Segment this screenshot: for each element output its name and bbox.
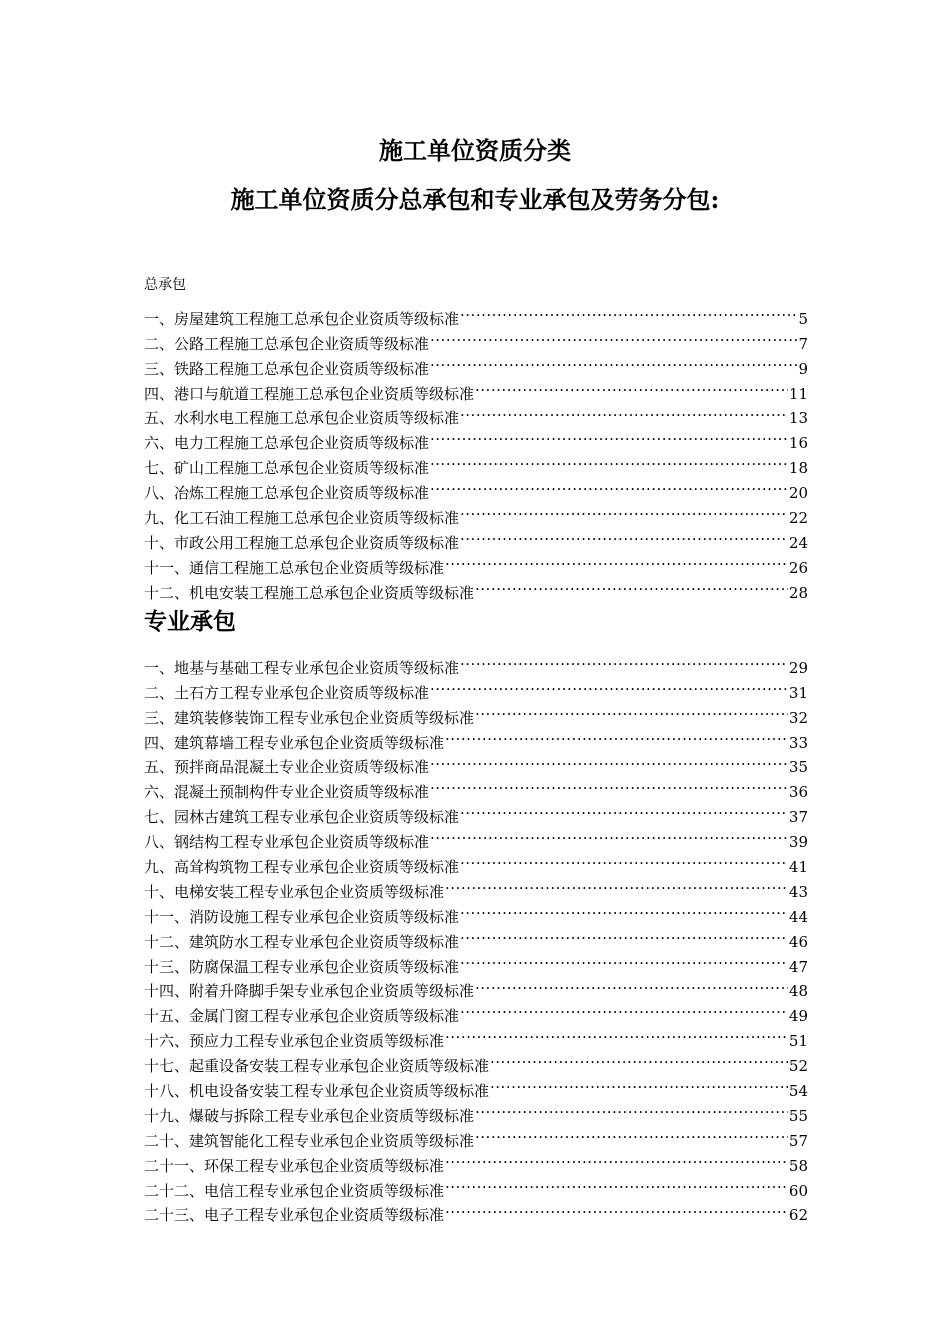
- toc-dot-leader: [430, 822, 788, 847]
- toc-entry-title[interactable]: 八、钢结构工程专业承包企业资质等级标准: [144, 833, 430, 852]
- toc-dot-leader: [460, 996, 788, 1021]
- toc-entry-title[interactable]: 十五、金属门窗工程专业承包企业资质等级标准: [144, 1007, 460, 1026]
- toc-entry-page-number[interactable]: 37: [788, 808, 808, 827]
- toc-dot-leader: [430, 448, 788, 473]
- toc-dot-leader: [445, 548, 788, 573]
- toc-dot-leader: [460, 947, 788, 972]
- toc-dot-leader: [445, 1196, 788, 1221]
- toc-dot-leader: [445, 1146, 788, 1171]
- toc-entry-page-number[interactable]: 41: [788, 858, 808, 877]
- toc-dot-leader: [475, 374, 788, 399]
- toc-entry-page-number[interactable]: 11: [788, 384, 808, 403]
- toc-dot-leader: [430, 748, 788, 773]
- toc-entry-title[interactable]: 十八、机电设备安装工程专业承包企业资质等级标准: [144, 1082, 490, 1101]
- toc-entry-title[interactable]: 一、房屋建筑工程施工总承包企业资质等级标准: [144, 309, 460, 328]
- toc-entry-title[interactable]: 十四、附着升降脚手架专业承包企业资质等级标准: [144, 982, 475, 1001]
- toc-dot-leader: [475, 1096, 788, 1121]
- specialty-contracting-toc: [144, 648, 808, 1225]
- toc-entry[interactable]: [144, 648, 808, 677]
- toc-dot-leader: [460, 922, 788, 947]
- toc-entry-title[interactable]: 五、预拌商品混凝土专业企业资质等级标准: [144, 758, 430, 777]
- toc-entry-title[interactable]: 十、电梯安装工程专业承包企业资质等级标准: [144, 882, 445, 901]
- toc-entry-title[interactable]: 二十二、电信工程专业承包企业资质等级标准: [144, 1181, 445, 1200]
- toc-entry-page-number[interactable]: 58: [788, 1156, 808, 1175]
- toc-entry-title[interactable]: 十六、预应力工程专业承包企业资质等级标准: [144, 1032, 445, 1051]
- toc-entry-page-number[interactable]: 7: [798, 334, 808, 353]
- toc-dot-leader: [430, 772, 788, 797]
- toc-entry-page-number[interactable]: 5: [798, 309, 808, 328]
- toc-dot-leader: [460, 897, 788, 922]
- toc-dot-leader: [475, 698, 788, 723]
- toc-dot-leader: [460, 847, 788, 872]
- general-contracting-toc: [144, 299, 808, 602]
- toc-entry-page-number[interactable]: 28: [788, 583, 808, 602]
- toc-entry-page-number[interactable]: 13: [788, 409, 808, 428]
- toc-entry-page-number[interactable]: 39: [788, 833, 808, 852]
- toc-entry-page-number[interactable]: 46: [788, 932, 808, 951]
- toc-entry-page-number[interactable]: 44: [788, 907, 808, 926]
- toc-dot-leader: [430, 423, 788, 448]
- toc-entry-page-number[interactable]: 55: [788, 1106, 808, 1125]
- toc-dot-leader: [430, 673, 788, 698]
- toc-entry-title[interactable]: 二、土石方工程专业承包企业资质等级标准: [144, 683, 430, 702]
- toc-dot-leader: [460, 797, 788, 822]
- toc-dot-leader: [490, 1071, 788, 1096]
- toc-entry-page-number[interactable]: 57: [788, 1131, 808, 1150]
- toc-dot-leader: [460, 523, 788, 548]
- toc-entry-page-number[interactable]: 33: [788, 733, 808, 752]
- toc-entry-page-number[interactable]: 24: [788, 533, 808, 552]
- toc-entry-page-number[interactable]: 51: [788, 1032, 808, 1051]
- toc-entry-page-number[interactable]: 62: [788, 1206, 808, 1225]
- toc-entry-page-number[interactable]: 18: [788, 459, 808, 478]
- toc-entry-title[interactable]: 十三、防腐保温工程专业承包企业资质等级标准: [144, 957, 460, 976]
- toc-entry-page-number[interactable]: 20: [788, 484, 808, 503]
- toc-entry-title[interactable]: 二、公路工程施工总承包企业资质等级标准: [144, 334, 430, 353]
- toc-entry-title[interactable]: 一、地基与基础工程专业承包企业资质等级标准: [144, 658, 460, 677]
- toc-entry-title[interactable]: 二十、建筑智能化工程专业承包企业资质等级标准: [144, 1131, 475, 1150]
- toc-entry-page-number[interactable]: 26: [788, 558, 808, 577]
- toc-entry-title[interactable]: 六、混凝土预制构件专业企业资质等级标准: [144, 783, 430, 802]
- toc-dot-leader: [430, 349, 797, 374]
- toc-entry-page-number[interactable]: 29: [788, 658, 808, 677]
- toc-entry-title[interactable]: 十二、建筑防水工程专业承包企业资质等级标准: [144, 932, 460, 951]
- toc-dot-leader: [445, 723, 788, 748]
- toc-entry-page-number[interactable]: 48: [788, 982, 808, 1001]
- toc-entry-page-number[interactable]: 16: [788, 434, 808, 453]
- toc-entry-title[interactable]: 十七、起重设备安装工程专业承包企业资质等级标准: [144, 1057, 490, 1076]
- toc-entry-title[interactable]: 十九、爆破与拆除工程专业承包企业资质等级标准: [144, 1106, 475, 1125]
- toc-entry-page-number[interactable]: 49: [788, 1007, 808, 1026]
- toc-entry-page-number[interactable]: 32: [788, 708, 808, 727]
- toc-entry-title[interactable]: 三、铁路工程施工总承包企业资质等级标准: [144, 359, 430, 378]
- toc-entry-page-number[interactable]: 35: [788, 758, 808, 777]
- toc-entry-title[interactable]: 七、园林古建筑工程专业承包企业资质等级标准: [144, 808, 460, 827]
- toc-dot-leader: [445, 872, 788, 897]
- toc-dot-leader: [460, 399, 788, 424]
- toc-entry-page-number[interactable]: 9: [798, 359, 808, 378]
- specialty-contracting-heading: 专业承包: [144, 608, 236, 635]
- toc-entry-title[interactable]: 十一、消防设施工程专业承包企业资质等级标准: [144, 907, 460, 926]
- toc-entry-page-number[interactable]: 47: [788, 957, 808, 976]
- toc-entry-title[interactable]: 三、建筑装修装饰工程专业承包企业资质等级标准: [144, 708, 475, 727]
- toc-entry-title[interactable]: 四、建筑幕墙工程专业承包企业资质等级标准: [144, 733, 445, 752]
- toc-entry-page-number[interactable]: 22: [788, 509, 808, 528]
- toc-entry-page-number[interactable]: 31: [788, 683, 808, 702]
- toc-entry[interactable]: [144, 299, 808, 328]
- toc-entry-title[interactable]: 十一、通信工程施工总承包企业资质等级标准: [144, 558, 445, 577]
- toc-entry-page-number[interactable]: 52: [788, 1057, 808, 1076]
- toc-entry-title[interactable]: 九、高耸构筑物工程专业承包企业资质等级标准: [144, 858, 460, 877]
- toc-entry-title[interactable]: 十、市政公用工程施工总承包企业资质等级标准: [144, 533, 460, 552]
- toc-entry-title[interactable]: 二十三、电子工程专业承包企业资质等级标准: [144, 1206, 445, 1225]
- toc-entry-page-number[interactable]: 54: [788, 1082, 808, 1101]
- toc-dot-leader: [460, 648, 788, 673]
- toc-entry-page-number[interactable]: 43: [788, 882, 808, 901]
- toc-entry-title[interactable]: 八、冶炼工程施工总承包企业资质等级标准: [144, 484, 430, 503]
- general-contracting-label: 总承包: [144, 277, 186, 293]
- toc-dot-leader: [445, 1171, 788, 1196]
- toc-entry-title[interactable]: 五、水利水电工程施工总承包企业资质等级标准: [144, 409, 460, 428]
- toc-dot-leader: [445, 1021, 788, 1046]
- document-subtitle: 施工单位资质分总承包和专业承包及劳务分包:: [230, 185, 720, 214]
- toc-entry-title[interactable]: 七、矿山工程施工总承包企业资质等级标准: [144, 459, 430, 478]
- toc-entry-page-number[interactable]: 60: [788, 1181, 808, 1200]
- toc-entry-title[interactable]: 九、化工石油工程施工总承包企业资质等级标准: [144, 509, 460, 528]
- document-title: 施工单位资质分类: [379, 136, 571, 165]
- toc-dot-leader: [430, 473, 788, 498]
- toc-dot-leader: [460, 498, 788, 523]
- toc-dot-leader: [475, 972, 788, 997]
- toc-dot-leader: [430, 324, 797, 349]
- toc-dot-leader: [475, 573, 788, 598]
- toc-dot-leader: [490, 1046, 788, 1071]
- toc-entry-title[interactable]: 六、电力工程施工总承包企业资质等级标准: [144, 434, 430, 453]
- toc-dot-leader: [475, 1121, 788, 1146]
- toc-entry-title[interactable]: 二十一、环保工程专业承包企业资质等级标准: [144, 1156, 445, 1175]
- toc-entry-title[interactable]: 十二、机电安装工程施工总承包企业资质等级标准: [144, 583, 475, 602]
- toc-entry-page-number[interactable]: 36: [788, 783, 808, 802]
- toc-entry-title[interactable]: 四、港口与航道工程施工总承包企业资质等级标准: [144, 384, 475, 403]
- toc-dot-leader: [460, 299, 797, 324]
